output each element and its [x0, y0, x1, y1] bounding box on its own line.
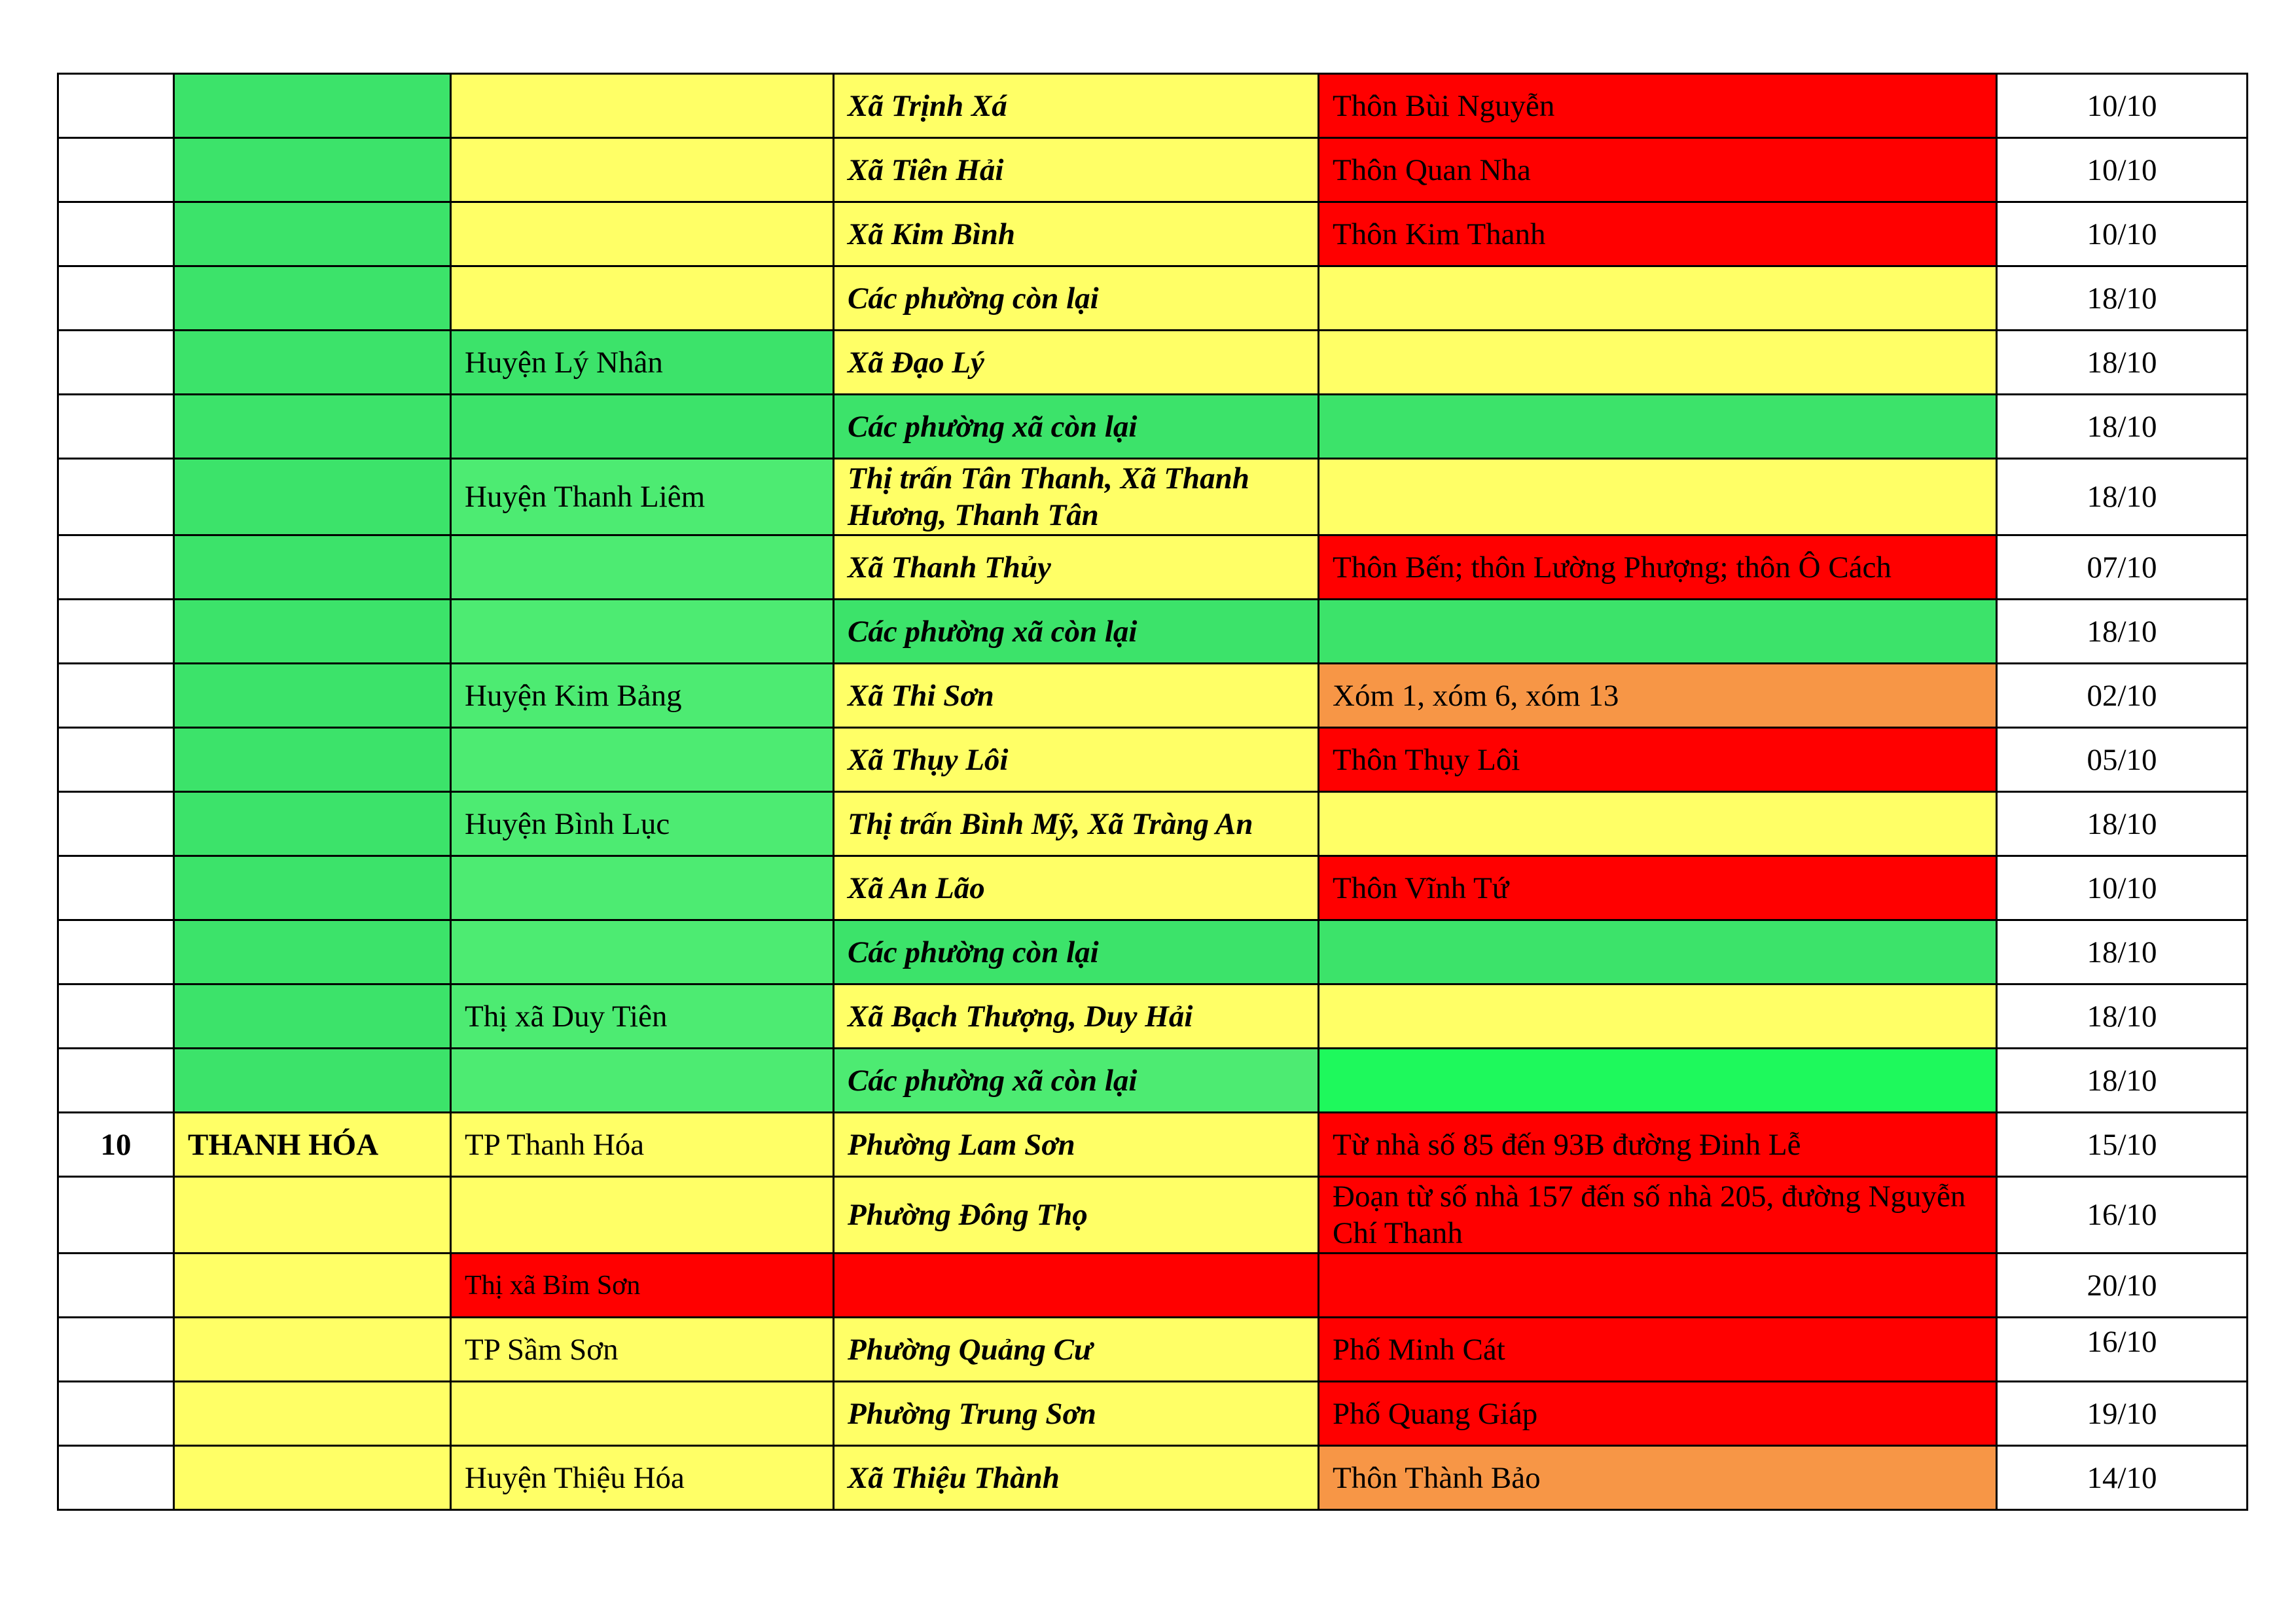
cell-date: 10/10	[1997, 74, 2248, 138]
cell-stt	[58, 1177, 174, 1254]
cell-area: Đoạn từ số nhà 157 đến số nhà 205, đường Nguyễn Chí Thanh	[1319, 1177, 1997, 1254]
cell-stt	[58, 600, 174, 664]
cell-district	[451, 600, 834, 664]
cell-stt	[58, 664, 174, 728]
cell-commune: Các phường còn lại	[834, 920, 1319, 984]
cell-province	[174, 856, 451, 920]
cell-province	[174, 984, 451, 1049]
cell-province	[174, 1318, 451, 1382]
cell-date: 07/10	[1997, 535, 2248, 600]
cell-stt: 10	[58, 1113, 174, 1177]
cell-commune: Các phường còn lại	[834, 266, 1319, 331]
cell-date: 14/10	[1997, 1446, 2248, 1510]
cell-area: Phố Quang Giáp	[1319, 1382, 1997, 1446]
cell-district	[451, 138, 834, 202]
cell-district: Huyện Kim Bảng	[451, 664, 834, 728]
cell-commune: Xã Tiên Hải	[834, 138, 1319, 202]
cell-province	[174, 1254, 451, 1318]
cell-area	[1319, 984, 1997, 1049]
cell-area	[1319, 1049, 1997, 1113]
cell-stt	[58, 792, 174, 856]
cell-stt	[58, 395, 174, 459]
cell-district: Huyện Bình Lục	[451, 792, 834, 856]
cell-province	[174, 395, 451, 459]
cell-commune: Phường Lam Sơn	[834, 1113, 1319, 1177]
cell-district	[451, 1177, 834, 1254]
cell-area: Từ nhà số 85 đến 93B đường Đinh Lễ	[1319, 1113, 1997, 1177]
cell-date: 10/10	[1997, 202, 2248, 266]
table-row	[58, 202, 2248, 266]
cell-district	[451, 856, 834, 920]
cell-province	[174, 202, 451, 266]
cell-stt	[58, 331, 174, 395]
cell-province	[174, 331, 451, 395]
covid-risk-table	[57, 73, 2248, 1511]
cell-area	[1319, 1254, 1997, 1318]
cell-district	[451, 395, 834, 459]
cell-province	[174, 1382, 451, 1446]
cell-area: Thôn Bùi Nguyễn	[1319, 74, 1997, 138]
cell-date: 18/10	[1997, 459, 2248, 535]
cell-district	[451, 266, 834, 331]
cell-province	[174, 138, 451, 202]
cell-province	[174, 920, 451, 984]
cell-stt	[58, 1318, 174, 1382]
table-row	[58, 459, 2248, 535]
cell-commune	[834, 1254, 1319, 1318]
cell-district: Thị xã Bỉm Sơn	[451, 1254, 834, 1318]
cell-date: 18/10	[1997, 984, 2248, 1049]
cell-stt	[58, 1049, 174, 1113]
cell-area: Thôn Kim Thanh	[1319, 202, 1997, 266]
table-row	[58, 1113, 2248, 1177]
cell-area: Thôn Vĩnh Tứ	[1319, 856, 1997, 920]
cell-province	[174, 600, 451, 664]
cell-district	[451, 74, 834, 138]
table-row	[58, 1318, 2248, 1382]
cell-province	[174, 1177, 451, 1254]
cell-commune: Thị trấn Tân Thanh, Xã Thanh Hương, Thanh Tân	[834, 459, 1319, 535]
cell-date: 19/10	[1997, 1382, 2248, 1446]
table-row	[58, 600, 2248, 664]
cell-commune: Xã Thiệu Thành	[834, 1446, 1319, 1510]
cell-district: Huyện Lý Nhân	[451, 331, 834, 395]
cell-date: 16/10	[1997, 1318, 2248, 1382]
cell-area: Thôn Bến; thôn Lường Phượng; thôn Ô Cách	[1319, 535, 1997, 600]
cell-area: Phố Minh Cát	[1319, 1318, 1997, 1382]
cell-area	[1319, 792, 1997, 856]
cell-province: THANH HÓA	[174, 1113, 451, 1177]
cell-commune: Xã Thụy Lôi	[834, 728, 1319, 792]
table-row	[58, 728, 2248, 792]
cell-date: 18/10	[1997, 792, 2248, 856]
cell-date: 18/10	[1997, 395, 2248, 459]
cell-commune: Xã Thi Sơn	[834, 664, 1319, 728]
cell-commune: Thị trấn Bình Mỹ, Xã Tràng An	[834, 792, 1319, 856]
cell-commune: Phường Trung Sơn	[834, 1382, 1319, 1446]
cell-commune: Các phường xã còn lại	[834, 600, 1319, 664]
cell-commune: Xã Thanh Thủy	[834, 535, 1319, 600]
cell-commune: Xã Bạch Thượng, Duy Hải	[834, 984, 1319, 1049]
cell-date: 18/10	[1997, 331, 2248, 395]
cell-province	[174, 459, 451, 535]
cell-stt	[58, 266, 174, 331]
table-row	[58, 792, 2248, 856]
cell-area: Thôn Thụy Lôi	[1319, 728, 1997, 792]
table-body	[58, 74, 2248, 1510]
cell-commune: Phường Đông Thọ	[834, 1177, 1319, 1254]
cell-district: TP Thanh Hóa	[451, 1113, 834, 1177]
table-row	[58, 984, 2248, 1049]
cell-area	[1319, 331, 1997, 395]
cell-district	[451, 1382, 834, 1446]
cell-commune: Xã An Lão	[834, 856, 1319, 920]
cell-province	[174, 266, 451, 331]
cell-area	[1319, 266, 1997, 331]
cell-stt	[58, 728, 174, 792]
table-row	[58, 1382, 2248, 1446]
table-row	[58, 1177, 2248, 1254]
cell-date: 15/10	[1997, 1113, 2248, 1177]
cell-commune: Xã Kim Bình	[834, 202, 1319, 266]
cell-commune: Các phường xã còn lại	[834, 395, 1319, 459]
table-row	[58, 920, 2248, 984]
table-row	[58, 1446, 2248, 1510]
table-row	[58, 266, 2248, 331]
cell-area	[1319, 600, 1997, 664]
cell-area: Thôn Quan Nha	[1319, 138, 1997, 202]
cell-date: 18/10	[1997, 266, 2248, 331]
cell-district: TP Sầm Sơn	[451, 1318, 834, 1382]
cell-stt	[58, 202, 174, 266]
cell-commune: Xã Đạo Lý	[834, 331, 1319, 395]
table-row	[58, 535, 2248, 600]
cell-date: 10/10	[1997, 138, 2248, 202]
cell-stt	[58, 1254, 174, 1318]
cell-district	[451, 535, 834, 600]
cell-province	[174, 728, 451, 792]
table-row	[58, 1049, 2248, 1113]
cell-area	[1319, 920, 1997, 984]
cell-stt	[58, 856, 174, 920]
cell-stt	[58, 74, 174, 138]
table-row	[58, 138, 2248, 202]
cell-commune: Xã Trịnh Xá	[834, 74, 1319, 138]
cell-area	[1319, 395, 1997, 459]
cell-stt	[58, 1382, 174, 1446]
cell-district	[451, 1049, 834, 1113]
table-row	[58, 74, 2248, 138]
cell-stt	[58, 1446, 174, 1510]
cell-area	[1319, 459, 1997, 535]
cell-date: 05/10	[1997, 728, 2248, 792]
cell-district	[451, 728, 834, 792]
cell-date: 18/10	[1997, 1049, 2248, 1113]
table-row	[58, 856, 2248, 920]
cell-district: Huyện Thiệu Hóa	[451, 1446, 834, 1510]
cell-commune: Các phường xã còn lại	[834, 1049, 1319, 1113]
cell-date: 20/10	[1997, 1254, 2248, 1318]
cell-date: 18/10	[1997, 920, 2248, 984]
cell-area: Thôn Thành Bảo	[1319, 1446, 1997, 1510]
cell-province	[174, 1446, 451, 1510]
cell-district	[451, 202, 834, 266]
cell-district	[451, 920, 834, 984]
cell-area: Xóm 1, xóm 6, xóm 13	[1319, 664, 1997, 728]
cell-date: 16/10	[1997, 1177, 2248, 1254]
cell-province	[174, 74, 451, 138]
cell-province	[174, 1049, 451, 1113]
cell-stt	[58, 535, 174, 600]
cell-date: 18/10	[1997, 600, 2248, 664]
cell-stt	[58, 459, 174, 535]
cell-stt	[58, 138, 174, 202]
table-row	[58, 1254, 2248, 1318]
cell-province	[174, 535, 451, 600]
table-row	[58, 395, 2248, 459]
cell-date: 02/10	[1997, 664, 2248, 728]
cell-commune: Phường Quảng Cư	[834, 1318, 1319, 1382]
table-row	[58, 331, 2248, 395]
cell-stt	[58, 920, 174, 984]
cell-province	[174, 792, 451, 856]
cell-date: 10/10	[1997, 856, 2248, 920]
cell-district: Huyện Thanh Liêm	[451, 459, 834, 535]
cell-district: Thị xã Duy Tiên	[451, 984, 834, 1049]
table-row	[58, 664, 2248, 728]
cell-province	[174, 664, 451, 728]
cell-stt	[58, 984, 174, 1049]
